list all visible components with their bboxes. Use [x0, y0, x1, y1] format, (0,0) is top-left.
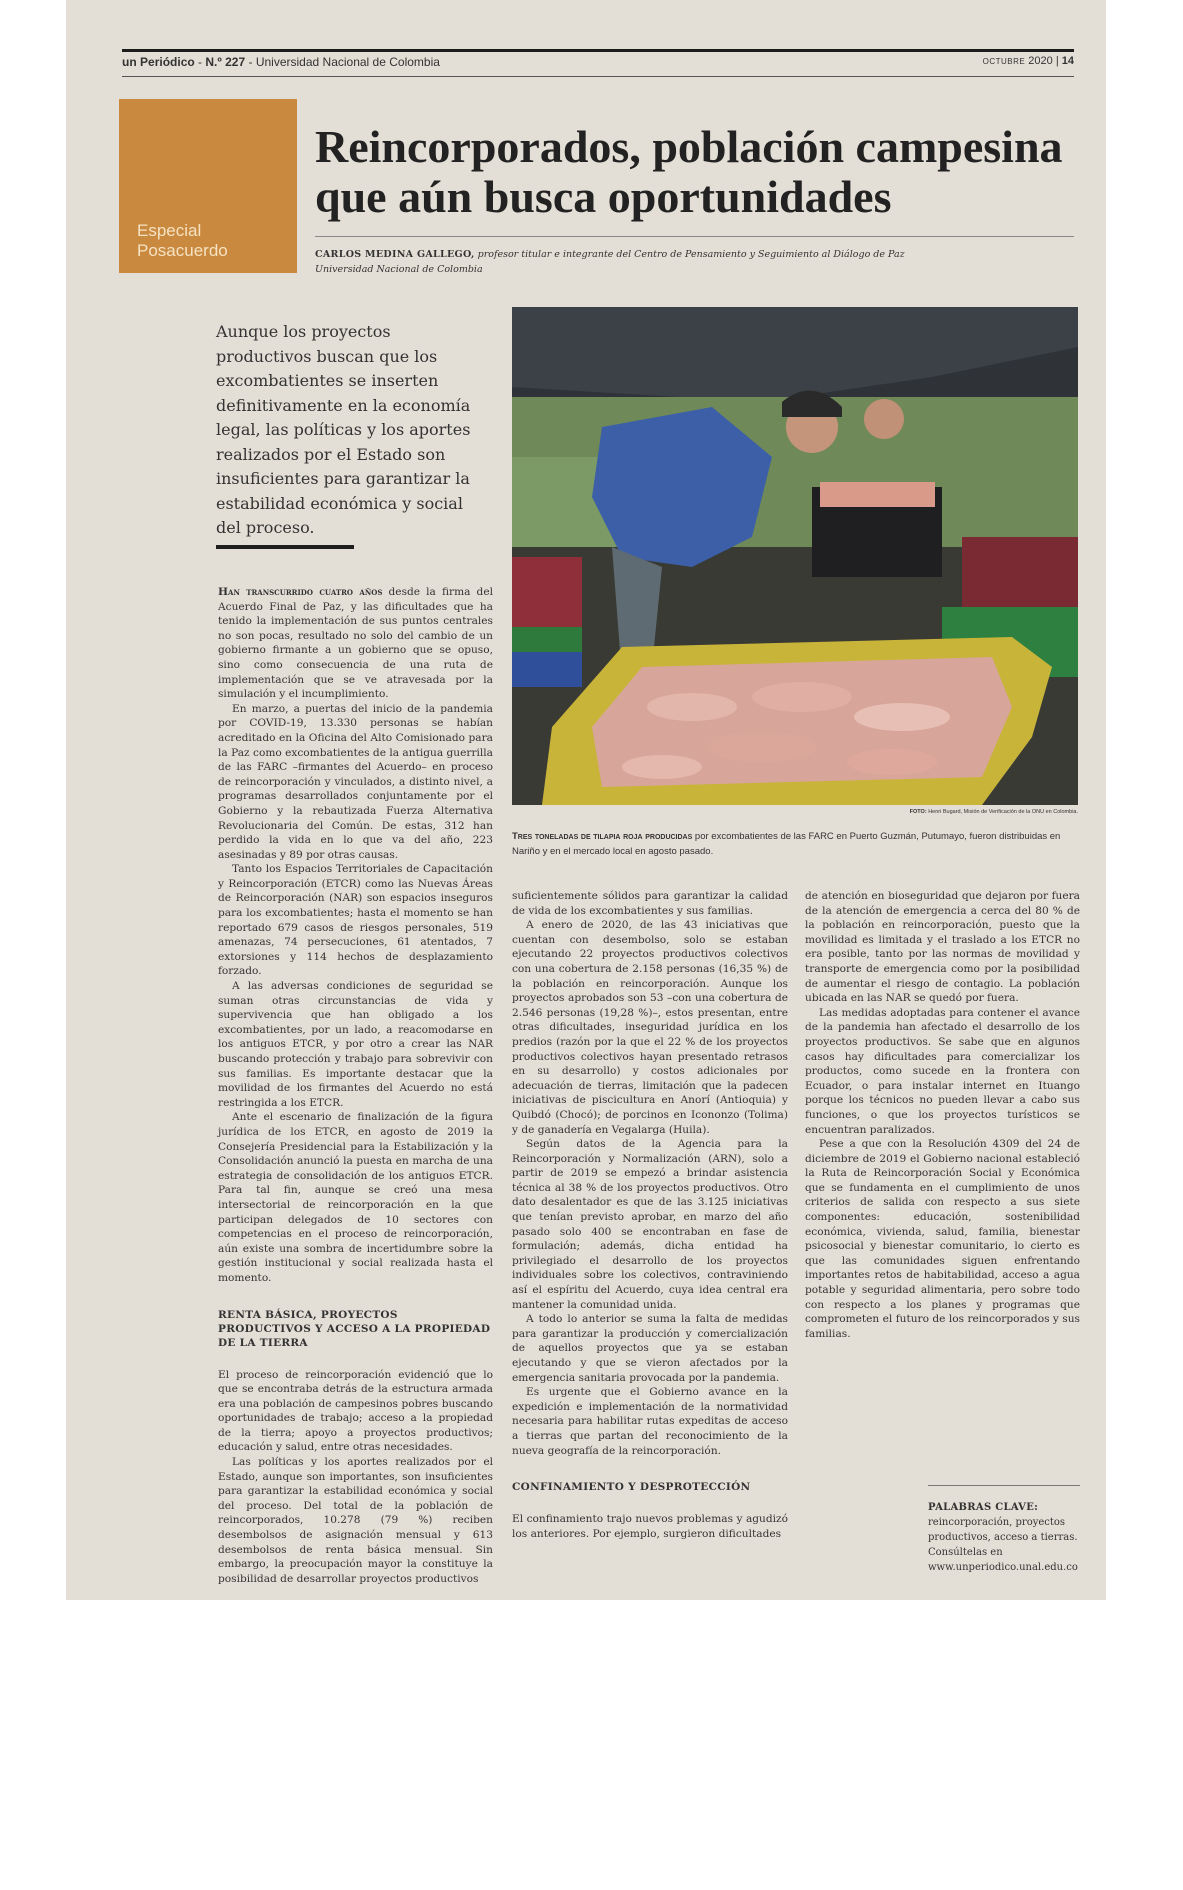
header-left: un Periódico - N.º 227 - Universidad Nacional de Colombia	[122, 55, 440, 69]
page-header	[122, 55, 1074, 73]
paragraph: Pese a que con la Resolución 4309 del 24 de diciembre de 2019 el Gobierno nacional estableció la Ruta de Reincorporación Social y Económica que se fundamenta en el cumplimiento de unos criterios de salida con respecto a sus siete componentes: educación, sostenibilidad económica, vivienda, salud, familia, bienestar psicosocial y bienestar comunitario, lo cierto es que las comunidades siguen enfrentando importantes retos de habitabilidad, acceso a agua potable y seguridad alimentaria, pero sobre todo con respecto a los planes y programas que comprometen el futuro de los reincorporados y sus familias.	[805, 1138, 1080, 1340]
photo-credit-text: Henri Bugard, Misión de Verificación de la ONU en Colombia.	[928, 809, 1078, 815]
paragraph: A las adversas condiciones de seguridad se suman otras circunstancias de vida y supervivencia que han obligado a los excombatientes, por un lado, a reacomodarse en los antiguos ETCR, y por otro a crear las NAR buscando protección y trabajo para sobrevivir con sus familias. Es importante destacar que la movilidad de los firmantes del Acuerdo no está restringida a los ETCR.	[218, 980, 493, 1109]
paragraph: suficientemente sólidos para garantizar la calidad de vida de los excombatientes y sus familias.	[512, 890, 788, 917]
keywords-box	[928, 1500, 1080, 1575]
paragraph: Las políticas y los aportes realizados por el Estado, aunque son importantes, son insuficientes para garantizar la estabilidad económica y social del proceso. Del total de la población de reincorporados, 10.278 (79 %) reciben desembolsos de asignación mensual y 613 desembolsos de renta básica mensual. Sin embargo, la preocupación mayor la constituye la posibilidad de desarrollar proyectos productivos	[218, 1456, 493, 1585]
author-institution: Universidad Nacional de Colombia	[315, 264, 483, 275]
paragraph: Las medidas adoptadas para contener el avance de la pandemia han afectado el desarrollo de los proyectos productivos. Se sabe que en algunos casos hay dificultades para comercializar los productos, como sucede en la frontera con Ecuador, o para instalar internet en Ituango porque los técnicos no pueden llevar a cabo sus funciones, o que los proyectos turísticos se encuentran paralizados.	[805, 1006, 1080, 1136]
paragraph-text: desde la firma del Acuerdo Final de Paz, y las dificultades que ha tenido la implementación de sus puntos centrales no son pocas, resultado no solo del cambio de un gobierno firmante a un gobierno que se opuso, sino como consecuencia de una ruta de implementación que se ve atravesada por la simulación y el incumplimiento.	[218, 586, 494, 701]
keywords-label: PALABRAS CLAVE:	[928, 1502, 1039, 1513]
subheading: CONFINAMIENTO Y DESPROTECCIÓN	[512, 1481, 751, 1494]
header-underline	[122, 76, 1074, 77]
photo-credit	[512, 809, 1078, 815]
photo-caption	[512, 829, 1078, 859]
fish-farm-photo	[512, 307, 1078, 805]
photo-caption-lead: Tres toneladas de tilapia roja producidas	[512, 831, 693, 842]
paragraph: de atención en bioseguridad que dejaron por fuera de la atención de emergencia a cerca del 80 % de la población en reincorporación, puesto que la movilidad es limitada y el traslado a los ETCR no era posible, tanto por las normas de movilidad y transporte de emergencia como por la posibilidad de aumentar el riesgo de contagio. La población ubicada en las NAR se quedó por fuera.	[805, 890, 1080, 1005]
header-rule	[122, 49, 1074, 52]
publication-logo: un	[122, 55, 137, 69]
keywords-text: reincorporación, proyectos productivos, acceso a tierras. Consúltelas en www.unperiodico.unal.edu.co	[928, 1517, 1078, 1573]
paragraph: El confinamiento trajo nuevos problemas y agudizó los anteriores. Por ejemplo, surgieron dificultades	[512, 1513, 788, 1540]
paragraph: A todo lo anterior se suma la falta de medidas para garantizar la producción y comercialización de aquellos proyectos que ya se estaban ejecutando y que se vieron afectados por la emergencia sanitaria provocada por la pandemia.	[512, 1313, 788, 1384]
article-lead: Aunque los proyectos productivos buscan que los excombatientes se inserten definitivamente en la economía legal, las políticas y los aportes realizados por el Estado son insuficientes para garantizar la estabilidad económica y social del proceso.	[216, 322, 471, 537]
paragraph: En marzo, a puertas del inicio de la pandemia por COVID-19, 13.330 personas se habían acreditado en la Oficina del Alto Comisionado para la Paz como excombatientes de la antigua guerrilla de las FARC –firmantes del Acuerdo– en proceso de reincorporación y vinculados, a distinto nivel, a programas desarrollados conjuntamente por el Gobierno y la rebautizada Fuerza Alternativa Revolucionaria del Común. De estas, 312 han perdido la vida en lo que va del año, 223 asesinadas y 89 por otras causas.	[218, 702, 493, 861]
paragraph: A enero de 2020, de las 43 iniciativas que cuentan con desembolso, solo se estaban ejecutando 22 proyectos productivos colectivos con una cobertura de 2.158 personas (16,35 %) de la población en reincorporación. Aunque los proyectos aprobados son 53 –con una cobertura de 2.546 personas (19,28 %)–, estos presentan, entre otras dificultades, inseguridad jurídica en los predios (razón por la que el 22 % de los proyectos productivos colectivos hayan presentado retrasos en su desarrollo) y costos adicionales por adecuación de tierras, limitación que la padecen iniciativas de piscicultura en Anorí (Antioquia) y Quibdó (Chocó); de porcinos en Icononzo (Tolima) y de ganadería en Vegalarga (Huila).	[512, 919, 788, 1136]
paragraph: Es urgente que el Gobierno avance en la expedición e implementación de la normatividad necesaria para habilitar rutas expeditas de acceso a tierras que partan del reconocimiento de la nueva geografía de la reincorporación.	[512, 1386, 788, 1457]
issue-number: N.º 227	[205, 55, 246, 69]
photo-credit-label: FOTO:	[909, 809, 927, 815]
issue-year: 2020	[1028, 55, 1053, 67]
subheading: RENTA BÁSICA, PROYECTOS PRODUCTIVOS Y ACCESO A LA PROPIEDAD DE LA TIERRA	[218, 1308, 491, 1349]
keywords-rule	[928, 1485, 1080, 1486]
section-tag	[119, 99, 297, 273]
section-tag-line2: Posacuerdo	[137, 241, 228, 260]
paragraph: Ante el escenario de finalización de la figura jurídica de los ETCR, en agosto de 2019 la Consejería Presidencial para la Estabilización y la Consolidación anunció la puesta en marcha de una estrategia de consolidación de los antiguos ETCR. Para tal fin, aunque se creó una mesa intersectorial de reincorporación en la que participan delegados de 10 sectores con competencias en el proceso de reincorporación, aún existe una sombra de incertidumbre sobre la gestión institucional y social realizada hasta el momento.	[218, 1111, 493, 1284]
issue-month: octubre	[982, 55, 1026, 67]
paragraph	[218, 585, 493, 702]
article-column-2	[512, 889, 788, 1541]
article-column-3	[805, 889, 1080, 1341]
page-number: 14	[1061, 55, 1074, 67]
byline	[315, 247, 1075, 277]
photo-caption-text: por excombatientes de las FARC en Puerto Guzmán, Putumayo, fueron distribuidas en Nariño y en el mercado local en agosto pasado.	[512, 831, 1061, 857]
paragraph: Según datos de la Agencia para la Reincorporación y Normalización (ARN), solo a partir de 2019 se empezó a brindar asistencia técnica al 38 % de los proyectos productivos. Otro dato desalentador es que de las 3.125 iniciativas que tenían previsto aprobar, en marzo del año pasado solo 400 se encontraban en fase de formulación; además, dicha entidad ha privilegiado el desarrollo de los proyectos individuales sobre los colectivos, contraviniendo así el espíritu del Acuerdo, cuya idea central era mantener la comunidad unida.	[512, 1138, 788, 1311]
publication-name: Periódico	[140, 55, 195, 69]
headline-rule	[315, 236, 1074, 237]
institution-name: Universidad Nacional de Colombia	[255, 55, 440, 69]
paragraph: El proceso de reincorporación evidenció que lo que se encontraba detrás de la estructura armada era una población de campesinos pobres buscando oportunidades de trabajo; acceso a la propiedad de la tierra; apoyo a proyectos productivos; educación y salud, entre otras necesidades.	[218, 1368, 493, 1454]
author-role: profesor titular e integrante del Centro de Pensamiento y Seguimiento al Diálogo de Paz	[477, 249, 905, 260]
paragraph: Tanto los Espacios Territoriales de Capacitación y Reincorporación (ETCR) como las Nuevas Áreas de Reincorporación (NAR) son espacios inseguros para los excombatientes; hasta el momento se han reportado 679 casos de riesgos personales, 519 amenazas, 74 persecuciones, 61 atentados, 7 extorsiones y 114 hechos de desplazamiento forzado.	[218, 863, 493, 978]
paragraph-lead-in: Han transcurrido cuatro años	[218, 586, 383, 598]
article-photo	[512, 307, 1078, 805]
lead-rule	[216, 545, 354, 549]
header-right: octubre 2020 | 14	[982, 55, 1074, 67]
article-column-1	[218, 585, 493, 1586]
article-headline: Reincorporados, población campesina que aún busca oportunidades	[315, 121, 1063, 222]
section-tag-line1: Especial	[137, 221, 202, 240]
author-name: CARLOS MEDINA GALLEGO,	[315, 249, 475, 260]
